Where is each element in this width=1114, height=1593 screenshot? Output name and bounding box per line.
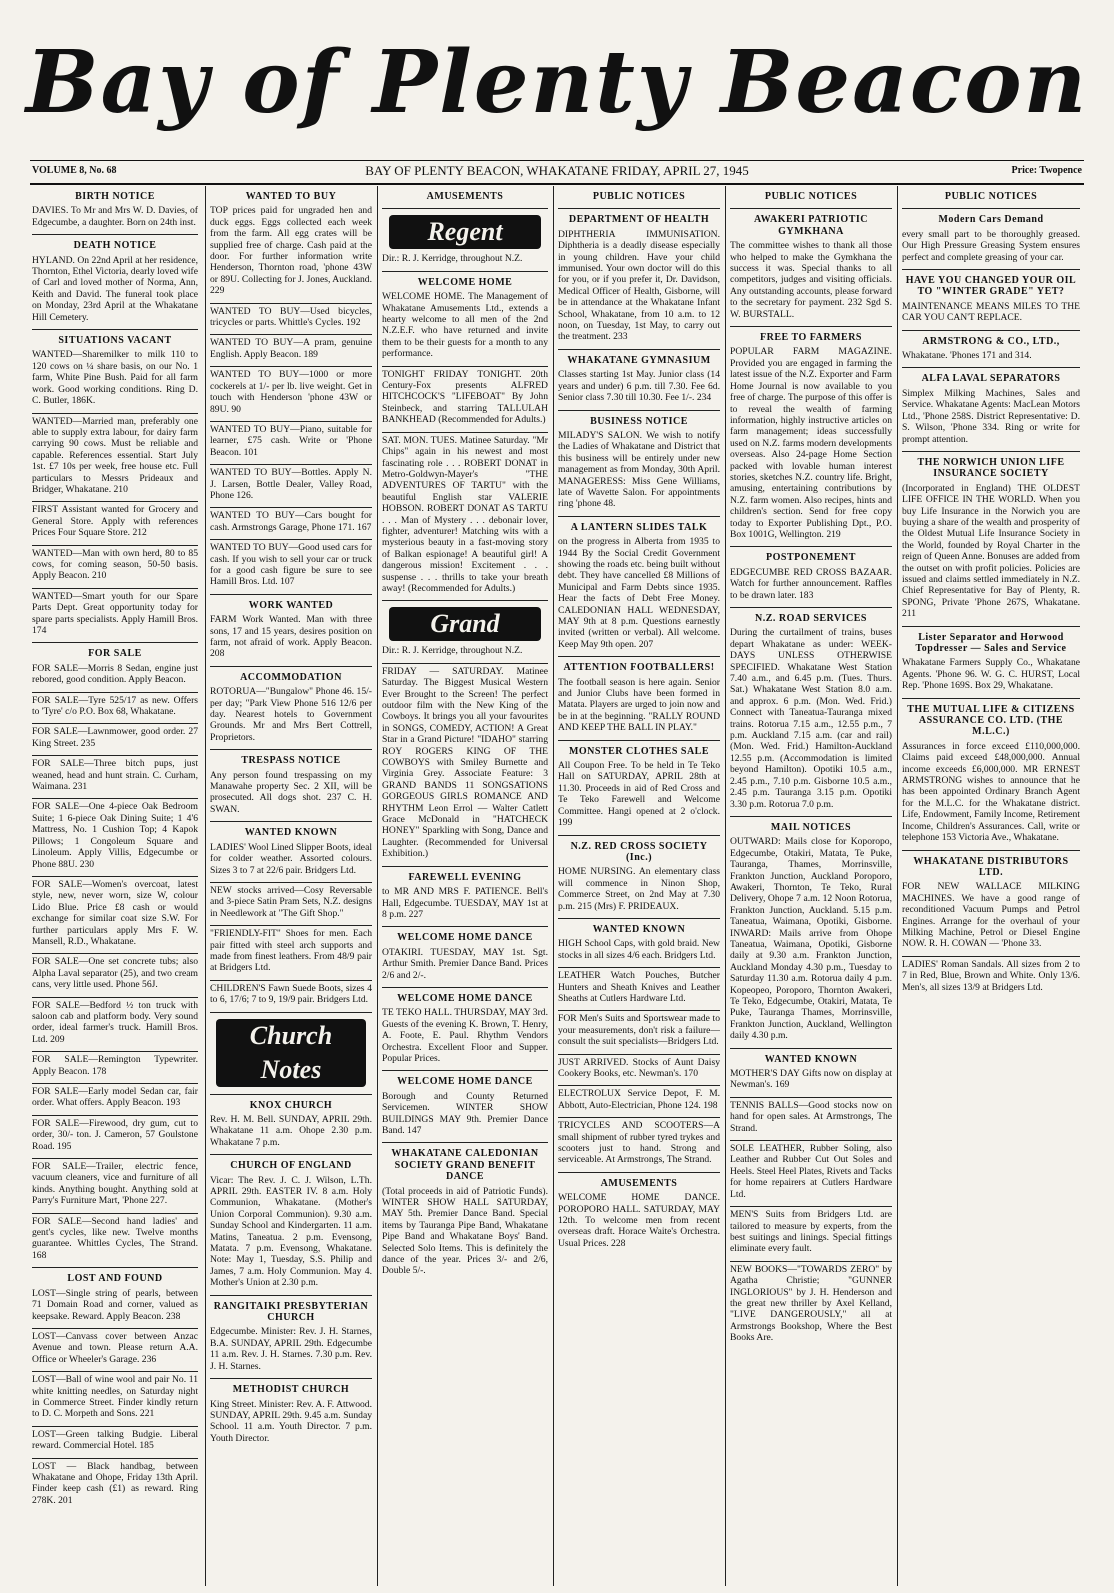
notice-text: (Total proceeds in aid of Patriotic Funds). WINTER SHOW HALL SATURDAY, MAY 5th. Premier Dance Band. Special items by Tauranga Pipe Band, Whakatane Pipe Band and Whakatane Boys' Band. Selected Solo Items. This is definitely the dance of the year. Prices 3/- and 2/6, Double 5/-.	[382, 1185, 548, 1277]
notice-text: Dir.: R. J. Kerridge, throughout N.Z.	[382, 253, 523, 265]
section-heading: AWAKERI PATRIOTIC GYMKHANA	[754, 214, 868, 237]
notice-text: FOR SALE—Trailer, electric fence, vacuum cleaners, vice and furniture of all kinds. Anything bought. Anything sold at Parry's Furniture Mart, 'Phone 227.	[32, 1161, 198, 1207]
notice-item	[32, 692, 198, 724]
section-heading: ATTENTION FOOTBALLERS!	[563, 662, 715, 674]
notice-text: MEN'S Suits from Bridgers Ltd. are tailored to measure by experts, from the best suitings and linings. Special fittings eliminate every fault.	[730, 1209, 892, 1255]
notice-text: FOR SALE—Three bitch pups, just weaned, head and hunt strain. C. Curham, Waimana. 231	[32, 758, 198, 793]
notice-item	[210, 366, 372, 421]
banner-logo: Church Notes	[216, 1019, 365, 1087]
notice-item	[382, 987, 548, 1070]
notice-text: LOST—Single string of pearls, between 71 Domain Road and corner, valued as keepsake. Reward. Apply Beacon. 238	[32, 1287, 198, 1322]
notice-item	[210, 303, 372, 335]
volume-number: VOLUME 8, No. 68	[32, 165, 117, 176]
notice-item	[558, 186, 720, 208]
notice-item	[32, 186, 198, 234]
notice-item	[382, 1142, 548, 1282]
notice-item	[32, 1426, 198, 1458]
notice-item	[902, 451, 1080, 626]
notice-text: LADIES' Wool Lined Slipper Boots, ideal for colder weather. Assorted colours. Sizes 3 to 7 at 22/6 pair. Bridgers Ltd.	[210, 841, 372, 876]
section-heading: DEPARTMENT OF HEALTH	[568, 214, 710, 226]
section-heading: MONSTER CLOTHES SALE	[568, 745, 710, 757]
notice-text: WANTED—Man with own herd, 80 to 85 cows, for coming season, 50-50 basis. Apply Beacon. 210	[32, 547, 198, 582]
notice-text: WANTED TO BUY—1000 or more cockerels at 1/- per lb. live weight. Get in touch with Henderson 'phone 43W or 89U. 90	[210, 369, 372, 415]
section-heading: WHAKATANE GYMNASIUM	[567, 354, 711, 366]
notice-item	[382, 663, 548, 866]
notice-text: TE TEKO HALL. THURSDAY, MAY 3rd. Guests of the evening K. Brown, T. Henry, A. Foote, E. Paul. Rhythm Vendors Orchestra. Excellent Floor and Supper. Popular Prices.	[382, 1007, 548, 1064]
notice-item	[558, 1172, 720, 1255]
section-heading: ALFA LAVAL SEPARATORS	[921, 373, 1061, 385]
notice-item	[382, 1070, 548, 1142]
notice-item	[382, 271, 548, 366]
section-heading: FREE TO FARMERS	[760, 332, 862, 344]
section-heading: WELCOME HOME DANCE	[397, 1076, 533, 1088]
notice-item	[382, 186, 548, 208]
notice-item	[730, 1140, 892, 1206]
notice-item	[32, 545, 198, 588]
notice-text: (Incorporated in England) THE OLDEST LIFE OFFICE IN THE WORLD. When you buy Life Insurance in the Norwich you are buying a share of the wealth and prosperity of the Oldest Mutual Life Insurance Society in the World, founded by Royal Charter in the reign of Queen Anne. Bonuses are added from the outset on with profit policies. Policies are issued and claims settled immediately in N.Z. Chief Representative for Bay of Plenty, R. SPONG, Private 'Phone 267S, Whakatane. 211	[902, 482, 1080, 620]
notice-item	[558, 918, 720, 967]
notice-item	[32, 501, 198, 544]
notice-text: FOR SALE—Early model Sedan car, fair order. What offers. Apply Beacon. 193	[32, 1086, 198, 1109]
notice-item	[902, 330, 1080, 368]
section-heading: PUBLIC NOTICES	[764, 191, 858, 202]
notice-item	[382, 366, 548, 432]
notice-item	[558, 208, 720, 348]
notice-item	[382, 600, 548, 662]
notice-text: NEW BOOKS—"TOWARDS ZERO" by Agatha Christie; "GUNNER INGLORIOUS" by J. H. Henderson and the great new thriller by Axel Kelland, "LIVE DANGEROUSLY," all at Armstrongs Bookshop, Where the Best Books Are.	[730, 1263, 892, 1344]
section-heading: CHURCH OF ENGLAND	[230, 1160, 352, 1172]
section-heading: WANTED KNOWN	[244, 827, 338, 839]
section-heading: WANTED KNOWN	[764, 1053, 858, 1065]
column-4	[558, 186, 720, 1586]
notice-text: ROTORUA—"Bungalow" Phone 46. 15/- per day; "Park View Phone 516 12/6 per day. Nearest hotels to Government Grounds. Mr and Mrs Bert Cottrell, Proprietors.	[210, 686, 372, 743]
notice-item	[32, 1051, 198, 1083]
notice-text: TRICYCLES AND SCOOTERS—A small shipment of rubber tyred trykes and scooters just to hand. Strong and serviceable. At Armstrongs, The Strand.	[558, 1120, 720, 1166]
notice-item	[558, 516, 720, 656]
section-heading: ARMSTRONG & CO., LTD.,	[922, 335, 1060, 347]
notice-item	[210, 980, 372, 1012]
notice-text: TENNIS BALLS—Good stocks now on hand for open sales. At Armstrongs, The Strand.	[730, 1099, 892, 1134]
notice-text: LEATHER Watch Pouches, Butcher Hunters and Sheath Knives and Leather Sheaths at Cutlers Hardware Ltd.	[558, 970, 720, 1004]
notice-text: Classes starting 1st May. Junior class (14 years and under) 6 p.m. till 7.30. Fee 6d. Senior class 7.30 till 10.30. Fee 1/-. 234	[558, 369, 720, 404]
notice-item	[730, 208, 892, 326]
notice-item	[730, 1206, 892, 1261]
newspaper-title: Bay of Plenty Beacon	[25, 32, 1089, 133]
section-heading: WELCOME HOME DANCE	[397, 992, 533, 1004]
notice-text: WANTED TO BUY—Piano, suitable for learner, £75 cash. Write or 'Phone Beacon. 101	[210, 423, 372, 458]
notice-text: FOR SALE—Lawnmower, good order. 27 King Street. 235	[32, 726, 198, 749]
notice-text: Assurances in force exceed £110,000,000. Claims paid exceed £48,000,000. Annual income exceeds £6,000,000. MR ERNEST ARMSTRONG wishes to announce that he has been appointed Ordinary Branch Agent for the M.L.C. for the Whakatane district. Life, Endowment, Family Income, Retirement Income, Children's Assurances. Call, write or telephone 153 Victoria Ave., Whakatane.	[902, 740, 1080, 844]
notice-text: FARM Work Wanted. Man with three sons, 17 and 15 years, desires position on farm, not afraid of work. Apply Beacon. 208	[210, 614, 372, 660]
notice-item	[32, 1083, 198, 1115]
notice-item	[558, 410, 720, 516]
notice-item	[730, 607, 892, 816]
notice-item	[902, 367, 1080, 450]
notice-item	[210, 925, 372, 980]
section-heading: HAVE YOU CHANGED YOUR OIL TO "WINTER GRADE" YET?	[905, 275, 1077, 298]
notice-text: SAT. MON. TUES. Matinee Saturday. "Mr Chips" again in his newest and most fascinating role . . . ROBERT DONAT in Metro-Goldwyn-Mayer's "THE ADVENTURES OF TARTU" with the beautiful English star VALERIE HOBSON. ROBERT DONAT AS TARTU . . . Man of Mystery . . . debonair lover, fighter, adventurer! Matching wits with a mysterious beauty in a fast-moving story of Balkan espionage! A beautiful girl! A dangerous mission! Excitement . . . suspense . . . thrills to take your breath away! (Recommended for Adults.)	[382, 434, 548, 594]
section-heading: KNOX CHURCH	[249, 1099, 333, 1111]
masthead	[0, 18, 1114, 148]
section-heading: TRESPASS NOTICE	[241, 755, 341, 767]
notice-item	[902, 186, 1080, 208]
notice-item	[210, 1012, 372, 1094]
notice-text: LADIES' Roman Sandals. All sizes from 2 to 7 in Red, Blue, Brown and White. Only 13/6. Men's, all sizes 13/9 at Bridgers Ltd.	[902, 958, 1080, 993]
notice-item	[558, 349, 720, 410]
section-heading: BUSINESS NOTICE	[590, 415, 688, 427]
section-heading: WHAKATANE DISTRIBUTORS LTD.	[913, 855, 1069, 878]
notice-text: FOR NEW WALLACE MILKING MACHINES. We have a good range of reconditioned Vacuum Pumps and Petrol Engines. Arrange for the overhaul of your Milking Machine, Petrol or Diesel Engine NOW. R. H. COWAN — 'Phone 33.	[902, 881, 1080, 950]
notice-text: TOP prices paid for ungraded hen and duck eggs. Eggs collected each week from the farm. All egg crates will be supplied free of charge. Cash paid at the door. For further information write Henderson, Thornton road, 'phone 43W or 89U. Collecting for J. Jones, Auckland. 229	[210, 205, 372, 297]
notice-item	[730, 1048, 892, 1097]
notice-text: WANTED TO BUY—A pram, genuine English. Apply Beacon. 189	[210, 337, 372, 360]
notice-text: FIRST Assistant wanted for Grocery and General Store. Apply with references Prices Four Square Store. 212	[32, 504, 198, 539]
notice-item	[730, 326, 892, 546]
notice-item	[210, 594, 372, 666]
notice-text: HOME NURSING. An elementary class will commence in Ninon Shop, Commerce Street, on 2nd May at 7.30 p.m. 215 (Mrs) F. PRIDEAUX.	[558, 866, 720, 912]
section-heading: SITUATIONS VACANT	[58, 335, 172, 347]
notice-item	[210, 1295, 372, 1378]
notice-item	[210, 666, 372, 749]
section-heading: THE NORWICH UNION LIFE INSURANCE SOCIETY	[917, 456, 1065, 480]
section-heading: AMUSEMENTS	[600, 1177, 678, 1189]
notice-text: WANTED TO BUY—Used bicycles, tricycles or parts. Whittle's Cycles. 192	[210, 305, 372, 329]
notice-item	[902, 269, 1080, 330]
notice-item	[210, 1154, 372, 1294]
notice-item	[32, 1213, 198, 1268]
notice-item	[558, 656, 720, 739]
notice-text: on the progress in Alberta from 1935 to 1944 By the Social Credit Government showing the roads etc. being built without debt. They have cancelled £8 Millions of Municipal and Farm Debts since 1935. Hear the facts of Debt Free Money. CALEDONIAN HALL WEDNESDAY, MAY 9th at 8 p.m. Questions earnestly invited (written or verbal). All welcome. Keep May 9th open. 207	[558, 536, 720, 650]
column-2	[210, 186, 372, 1586]
section-heading: WELCOME HOME	[417, 276, 513, 288]
notice-text: CHILDREN'S Fawn Suede Boots, sizes 4 to 6, 17/6; 7 to 9, 19/9 pair. Bridgers Ltd.	[210, 982, 372, 1006]
notice-text: WANTED TO BUY—Bottles. Apply N. J. Larsen, Bottle Dealer, Valley Road, Phone 126.	[210, 467, 372, 501]
notice-item	[32, 234, 198, 329]
notice-text: NEW stocks arrived—Cosy Reversable and 3-piece Satin Pram Sets, N.Z. designs in Needlework at "The Gift Shop."	[210, 884, 372, 919]
notice-text: to MR AND MRS F. PATIENCE. Bell's Hall, Edgecumbe. TUESDAY, MAY 1st at 8 p.m. 227	[382, 886, 548, 920]
notice-item	[32, 1371, 198, 1426]
notice-text: FOR SALE—One 4-piece Oak Bedroom Suite; 1 6-piece Oak Dining Suite; 1 4'6 Mattress, No. 1 Cushion Top; 4 Kapok Pillows; 1 Congoleum Square and Linoleum. Apply Villis, Edgecumbe or Phone 88U. 230	[32, 801, 198, 870]
notice-text: FOR SALE—Bedford ½ ton truck with saloon cab and platform body. Very sound order, ideal farmer's truck. Hamill Bros. Ltd. 209	[32, 999, 198, 1045]
notice-text: WANTED TO BUY—Good used cars for cash. If you wish to sell your car or truck for a good cash figure be sure to see Hamill Bros. Ltd. 107	[210, 542, 372, 588]
notice-item	[902, 698, 1080, 850]
notice-item	[32, 798, 198, 875]
notice-text: WANTED—Married man, preferably one able to supply extra labour, for dairy farm carrying 90 cows. Must be reliable and capable. References essential. Start July 1st. £7 10s per week, free house etc. Full particulars to Messrs Prideaux and Bridger, Whakatane. 210	[32, 415, 198, 495]
notice-text: FOR SALE—Morris 8 Sedan, engine just rebored, good condition. Apply Beacon.	[32, 662, 198, 686]
notice-item	[558, 740, 720, 835]
section-heading: Lister Separator and Horwood Topdresser — Sales and Service	[915, 631, 1067, 654]
notice-text: The football season is here again. Senior and Junior Clubs have been formed in Matata. Players are urged to join now and be in at the beginning. "RALLY ROUND AND KEEP THE BALL IN PLAY."	[558, 676, 720, 734]
section-heading: POSTPONEMENT	[766, 552, 856, 564]
notice-text: The committee wishes to thank all those who helped to make the Gymkhana the success it was. Special thanks to all competitors, judges and visiting officials. Any outstanding accounts, please forward to the secretary for payment. 232 Sgd S. W. BURSTALL.	[730, 240, 892, 320]
notice-text: HYLAND. On 22nd April at her residence, Thornton, Ethel Victoria, dearly loved wife of Carl and loved mother of Norma, Ann, Keith and David. The funeral took place on Monday, 23rd April at the Whakatane Hill Cemetery.	[32, 254, 198, 323]
notice-item	[382, 208, 548, 270]
column-1	[32, 186, 198, 1586]
section-heading: THE MUTUAL LIFE & CITIZENS ASSURANCE CO. LTD. (THE M.L.C.)	[907, 703, 1075, 738]
section-heading: FAREWELL EVENING	[408, 871, 522, 883]
notice-text: POPULAR FARM MAGAZINE. Provided you are engaged in farming the latest issue of the N.Z. Exporter and Farm Home Journal is now available to you free of charge. The purpose of this offer is to reveal the wealth of farming information, highly instructive articles on farm management; ideas successfully used on N.Z. farms modern developments overseas. Also 24-page Home Section packed with lovable human interest stories, sketches N.Z. country life. Bright, amusing, entertaining contributions by N.Z. farm women. Also recipes, hints and children's section. Send for free copy today to Exporter Publishing Dpt., P.O. Box 1001G, Wellington. 219	[730, 346, 892, 540]
notice-item	[730, 816, 892, 1048]
section-heading: WANTED KNOWN	[592, 923, 686, 935]
section-heading: ACCOMMODATION	[240, 671, 342, 683]
notice-item	[32, 755, 198, 798]
notice-text: FOR SALE—Tyre 525/17 as new. Offers to 'Tyre' c/o P.O. Box 68, Whakatane.	[32, 694, 198, 718]
notice-text: MOTHER'S DAY Gifts now on display at Newman's. 169	[730, 1068, 892, 1091]
issue-date: BAY OF PLENTY BEACON, WHAKATANE FRIDAY, APRIL 27, 1945	[365, 163, 749, 178]
notice-text: Any person found trespassing on my Manawahe property Sec. 2 XII, will be prosecuted. All dogs shot. 237 C. H. SWAN.	[210, 769, 372, 815]
section-heading: METHODIST CHURCH	[232, 1384, 350, 1396]
notice-text: Whakatane. 'Phones 171 and 314.	[902, 350, 1032, 362]
notice-item	[32, 1158, 198, 1213]
notice-item	[32, 413, 198, 502]
section-heading: LOST AND FOUND	[67, 1273, 163, 1285]
notice-text: MAINTENANCE MEANS MILES TO THE CAR YOU CAN'T REPLACE.	[902, 300, 1080, 324]
notice-text: WELCOME HOME DANCE. POROPORO HALL. SATURDAY, MAY 12th. To welcome men from recent overseas draft. Horace Waite's Orchestra. Usual Prices. 228	[558, 1192, 720, 1249]
notice-item	[32, 1115, 198, 1158]
dateline	[30, 160, 1084, 185]
notice-item	[558, 1054, 720, 1086]
notice-item	[32, 1328, 198, 1371]
notice-text: DAVIES. To Mr and Mrs W. D. Davies, of Edgecumbe, a daughter. Born on 24th inst.	[32, 205, 198, 228]
notice-text: WELCOME HOME. The Management of Whakatane Amusements Ltd., extends a hearty welcome to all men of the 2nd N.Z.E.F. who have returned and invite them to be their guests for a month to any performance.	[382, 291, 548, 360]
notice-item	[210, 1094, 372, 1155]
notice-text: HIGH School Caps, with gold braid. New stocks in all sizes 4/6 each. Bridgers Ltd.	[558, 938, 720, 961]
notice-item	[210, 749, 372, 821]
section-heading: Modern Cars Demand	[938, 214, 1044, 226]
section-heading: FOR SALE	[88, 648, 142, 660]
notice-text: LOST—Canvass cover between Anzac Avenue and town. Please return A.A. Office or Wheeler's Garage. 236	[32, 1330, 198, 1365]
notice-item	[730, 186, 892, 208]
notice-text: EDGECUMBE RED CROSS BAZAAR. Watch for further announcement. Raffles to be drawn later. 183	[730, 566, 892, 601]
notice-item	[902, 850, 1080, 956]
notice-text: Borough and County Returned Servicemen. WINTER SHOW BUILDINGS MAY 9th. Premier Dance Band. 147	[382, 1090, 548, 1136]
notice-item	[382, 432, 548, 601]
notice-item	[32, 642, 198, 691]
section-heading: RANGITAIKI PRESBYTERIAN CHURCH	[213, 1300, 369, 1324]
notice-item	[210, 882, 372, 925]
section-heading: N.Z. RED CROSS SOCIETY (Inc.)	[570, 840, 708, 863]
notice-text: Rev. H. M. Bell. SUNDAY, APRIL 29th. Whakatane 11 a.m. Ohope 2.30 p.m. Whakatane 7 p.m.	[210, 1113, 372, 1148]
notice-text: FOR SALE—Remington Typewriter. Apply Beacon. 178	[32, 1054, 198, 1077]
notice-text: LOST—Green talking Budgie. Liberal reward. Commercial Hotel. 185	[32, 1428, 198, 1452]
notice-text: "FRIENDLY-FIT" Shoes for men. Each pair fitted with steel arch supports and made from finest leathers. From 48/9 pair at Bridgers Ltd.	[210, 928, 372, 974]
notice-item	[32, 876, 198, 953]
notice-text: FOR SALE—Second hand ladies' and gent's cycles, like new. Twelve months guarantee. Whittles Cycles, The Strand. 168	[32, 1215, 198, 1261]
notice-text: JUST ARRIVED. Stocks of Aunt Daisy Cookery Books, etc. Newman's. 170	[558, 1056, 720, 1079]
notice-item	[382, 926, 548, 987]
column-5	[730, 186, 892, 1586]
section-heading: PUBLIC NOTICES	[944, 191, 1038, 202]
notice-text: LOST — Black handbag, between Whakatane and Ohope, Friday 13th April. Finder keep cash (£1) as reward. Ring 278K. 201	[32, 1460, 198, 1506]
column-3	[382, 186, 548, 1586]
notice-item	[210, 464, 372, 507]
price: Price: Twopence	[1011, 165, 1082, 176]
section-heading: A LANTERN SLIDES TALK	[570, 521, 708, 533]
notice-item	[902, 208, 1080, 269]
section-heading: WORK WANTED	[248, 599, 334, 611]
notice-text: Whakatane Farmers Supply Co., Whakatane Agents. 'Phone 96. W. G. C. HURST, Local Rep. 'Phone 169S. Box 29, Whakatane.	[902, 657, 1080, 692]
notice-text: FOR Men's Suits and Sportswear made to your measurements, don't risk a failure—consult the suit specialists—Bridgers Ltd.	[558, 1013, 720, 1048]
section-heading: WELCOME HOME DANCE	[397, 932, 533, 944]
notice-text: Simplex Milking Machines, Sales and Service. Whakatane Agents: MacLean Motors Ltd., 'Phone 258S. District Representative: D. S. Wilson, 'Phone 334. Ring or write for prompt attention.	[902, 387, 1080, 445]
notice-text: OUTWARD: Mails close for Koporopo, Edgecumbe, Otakiri, Matata, Te Puke, Tauranga, Thames, Morrinsville, Frankton Junction, Auckland Poroporo, Awakeri, Thornton, Te Teko, Rural Delivery, Ohope 7 a.m. 12 Noon Rotorua, Frankton Junction, Auckland. 5.15 p.m. Taneatua, Waimana, Opotiki, Gisborne. INWARD: Mails arrive from Ohope Taneatua, Waimana, Opotiki, Gisborne daily at 9.30 a.m. Frankton Junction, Auckland Monday 4.30 p.m., Tuesday to Saturday 11.30 a.m. Rotorua daily 4 p.m. Kopeopeo, Poroporo, Thornton Awakeri, Te Teko, Edgecumbe, Otakiri, Matata, Te Puke, Tauranga Thames, Morrinsville, Frankton Junction, Auckland, Wellington daily 4.30 p.m.	[730, 836, 892, 1042]
notice-text: WANTED—Smart youth for our Spare Parts Dept. Great opportunity today for spare parts specialists. Apply Hamill Bros. 174	[32, 590, 198, 636]
notice-text: King Street. Minister: Rev. A. F. Attwood. SUNDAY, APRIL 29th. 9.45 a.m. Sunday School. 11 a.m. Youth Director. 7 p.m. Youth Director.	[210, 1398, 372, 1444]
notice-item	[32, 723, 198, 755]
section-heading: MAIL NOTICES	[770, 821, 852, 833]
notice-item	[382, 866, 548, 927]
notice-item	[32, 997, 198, 1052]
notice-item	[558, 835, 720, 918]
notice-item	[902, 956, 1080, 999]
notice-text: DIPHTHERIA IMMUNISATION. Diphtheria is a deadly disease especially in young children. Have your child immunised. Your own doctor will do this for you, or if you prefer it, Dr. Davidson, Medical Officer of Health, Gisborne, will be in attendance at the Whakatane Infant School, Whakatane, from 10 a.m. to 12 noon, on Tuesday, 1st May, to carry out the treatment. 233	[558, 228, 720, 343]
notice-item	[210, 421, 372, 464]
banner-logo: Regent	[389, 215, 542, 249]
section-heading: AMUSEMENTS	[426, 191, 504, 202]
notice-item	[32, 329, 198, 412]
notice-text: Vicar: The Rev. J. C. J. Wilson, L.Th. APRIL 29th. EASTER IV. 8 a.m. Holy Communion, Whakatane. (Mother's Union Corporal Communion). 9.30 a.m. Sunday School and Kindergarten. 11 a.m. Matins, Taneatua. 2 p.m. Evensong, Matata. 7 p.m. Evensong, Whakatane. Note: May 1, Tuesday, S.S. Philip and James, 7 a.m. Holy Communion. May 4. Mother's Union at 2.30 p.m.	[210, 1174, 372, 1289]
notice-text: FOR SALE—Firewood, dry gum, cut to order, 30/- ton. J. Cameron, 57 Goulstone Road. 195	[32, 1117, 198, 1152]
section-heading: N.Z. ROAD SERVICES	[754, 613, 867, 624]
notice-item	[210, 821, 372, 882]
notice-item	[32, 953, 198, 996]
section-heading: WHAKATANE CALEDONIAN SOCIETY GRAND BENEFIT DANCE	[391, 1148, 539, 1183]
notice-text: SOLE LEATHER, Rubber Soling, also Leather and Rubber Cut Out Soles and Heels. Steel Heel Plates, Rivets and Tacks for home repairers at Cutlers Hardware Ltd.	[730, 1143, 892, 1200]
notice-text: OTAKIRI. TUESDAY, MAY 1st. Sgt. Arthur Smith. Premier Dance Band. Prices 2/6 and 2/-.	[382, 946, 548, 981]
notice-text: ELECTROLUX Service Depot, F. M. Abbott, Auto-Electrician, Phone 124. 198	[558, 1088, 720, 1111]
column-6	[902, 186, 1080, 1586]
notice-text: TONIGHT FRIDAY TONIGHT. 20th Century-Fox presents ALFRED HITCHCOCK'S "LIFEBOAT" By John Steinbeck, and starring TALLULAH BANKHEAD (Recommended for Adults.)	[382, 368, 548, 426]
notice-text: FOR SALE—Women's overcoat, latest style, new, never worn, size W, colour Lido Blue. Price £8 cash or would exchange for similar coat size S.W. For further particulars apply Mrs F. W. Mansell, R.D., Whakatane.	[32, 878, 198, 947]
notice-item	[210, 1378, 372, 1450]
notice-item	[902, 626, 1080, 698]
notice-item	[730, 1097, 892, 1140]
notice-text: WANTED TO BUY—Cars bought for cash. Armstrongs Garage, Phone 171. 167	[210, 510, 372, 533]
notice-text: Edgecumbe. Minister: Rev. J. H. Starnes, B.A. SUNDAY, APRIL 29th. Edgecumbe 11 a.m. Rev. J. H. Starnes. 7.30 p.m. Rev. J. H. Starnes.	[210, 1326, 372, 1372]
section-heading: DEATH NOTICE	[73, 240, 157, 252]
notice-text: LOST—Ball of wine wool and pair No. 11 white knitting needles, on Saturday night in Commerce Street. Finder kindly return to D. C. Morpeth and Sons. 221	[32, 1374, 198, 1420]
notice-item	[210, 539, 372, 594]
notice-item	[730, 546, 892, 607]
notice-item	[558, 1010, 720, 1053]
notice-text: Dir.: R. J. Kerridge, throughout N.Z.	[382, 645, 523, 657]
notice-text: During the curtailment of trains, buses depart Whakatane as under: WEEK-DAYS UNLESS OTHERWISE SPECIFIED. Whakatane West Station 7.40 a.m., and 6.45 p.m. (Tues. Thurs. Sat.) Whakatane West Station 8.0 a.m. and approx. 6 p.m. (Mon. Wed. Frid.) Connect with Taneatua-Tauranga mixed trains. Rotorua 7.15 a.m., 12.55 p.m., 7 p.m. Auckland 7.15 a.m. (car and rail) (Mon. Wed. Frid.) Hamilton-Auckland 12.55 p.m. (Accommodation is limited beyond Hamilton). Opotiki 10.5 a.m., 2.45 p.m., 7.10 p.m. Gisborne 10.5 a.m., 2.45 p.m. Tauranga 3.15 p.m. Opotiki 3.30 p.m. Rotorua 7.0 p.m.	[730, 627, 892, 810]
notice-item	[558, 1117, 720, 1172]
notice-item	[558, 967, 720, 1010]
notice-item	[32, 1267, 198, 1328]
notice-text: FOR SALE—One set concrete tubs; also Alpha Laval separator (25), and two cream cans, very little used. Phone 56J.	[32, 956, 198, 991]
banner-logo: Grand	[389, 607, 542, 641]
notice-item	[210, 186, 372, 303]
notice-item	[32, 1458, 198, 1513]
notice-item	[558, 1085, 720, 1117]
section-heading: WANTED TO BUY	[245, 191, 337, 202]
notice-item	[730, 1261, 892, 1350]
notice-text: every small part to be thoroughly greased. Our High Pressure Greasing System ensures perfect and complete greasing of your car.	[902, 228, 1080, 263]
section-heading: BIRTH NOTICE	[75, 191, 155, 202]
notice-item	[32, 588, 198, 643]
notice-item	[210, 334, 372, 366]
notice-text: WANTED—Sharemilker to milk 110 to 120 cows on ¼ share basis, on our No. 1 farm, White Pine Bush. Paid for all farm work. Good working conditions. Ring D. C. Butler, 186K.	[32, 349, 198, 407]
section-heading: PUBLIC NOTICES	[592, 191, 686, 202]
notice-text: All Coupon Free. To be held in Te Teko Hall on SATURDAY, APRIL 28th at 11.30. Proceeds in aid of Red Cross and Te Teko Farewell and Welcome Committee. Hangi opened at 2 o'clock. 199	[558, 760, 720, 829]
notice-item	[210, 507, 372, 539]
notice-text: MILADY'S SALON. We wish to notify the Ladies of Whakatane and District that this business will be entirely under new management as from Monday, 30th April. MANAGERESS: Miss Gene Williams, late of Wavette Salon. For appointments ring 'phone 48.	[558, 429, 720, 510]
notice-text: FRIDAY — SATURDAY. Matinee Saturday. The Biggest Musical Western Ever Brought to the Screen! The perfect outdoor film with the New King of the Cowboys. It brings you all your favourites in SONGS, COMEDY, ACTION! A Great Star in a Grand Picture! "IDAHO" starring ROY ROGERS KING OF THE COWBOYS with Smiley Burnette and Virginia Grey. Associate Feature: 3 GRAND BANDS 11 SONGSATIONS GORGEOUS GIRLS ROMANCE AND RHYTHM Leon Errol — Walter Catlett Grace McDonald in "HATCHECK HONEY" Sparkling with Song, Dance and Laughter. (Recommended for Universal Exhibition.)	[382, 665, 548, 860]
